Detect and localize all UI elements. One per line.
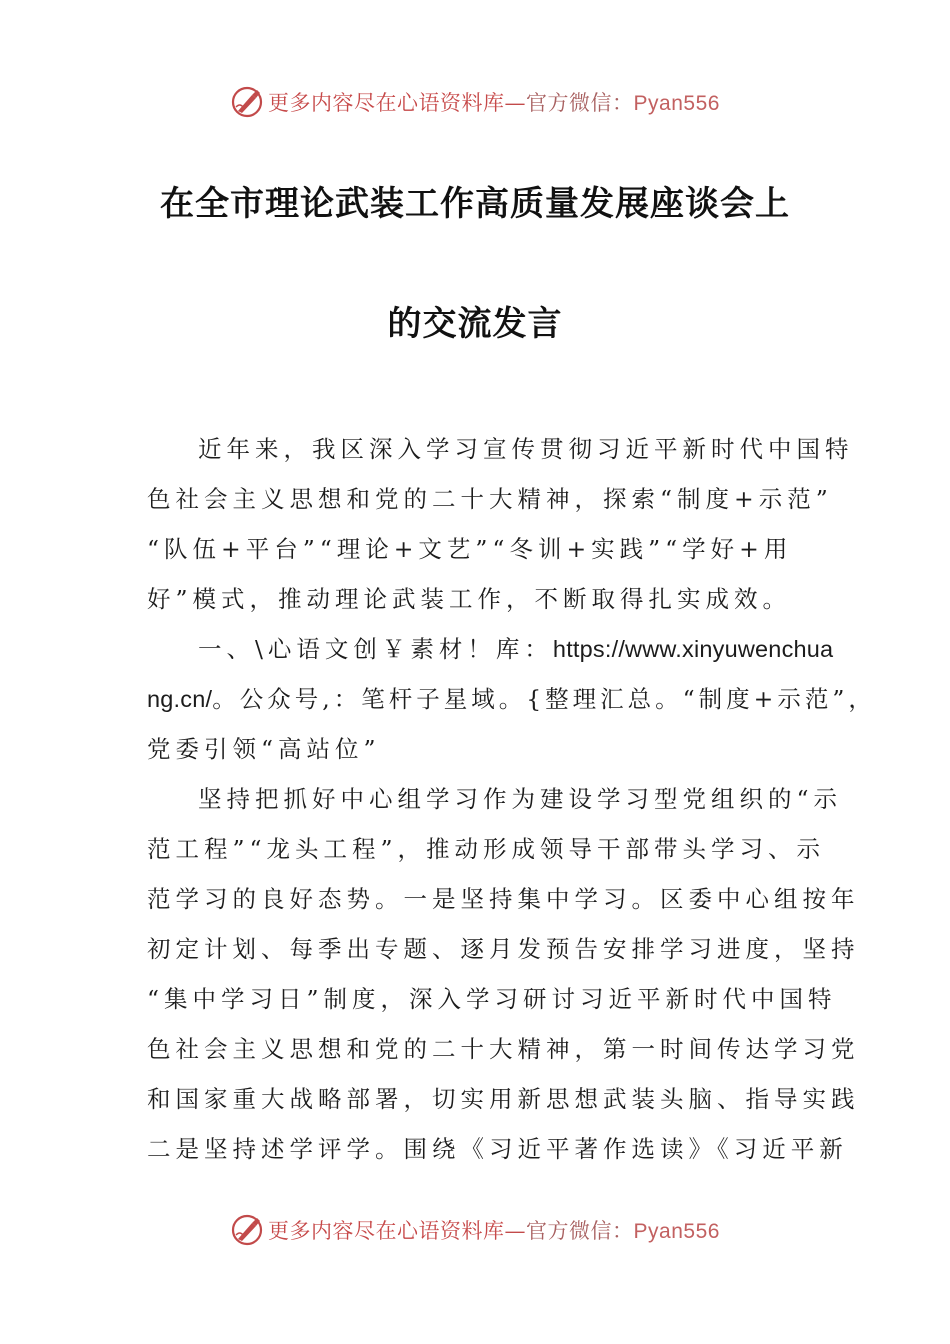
body-line-10: 范学习的良好态势。一是坚持集中学习。区委中心组按年 [147, 885, 860, 913]
body-line-4: 好”模式，推动理论武装工作，不断取得扎实成效。 [147, 585, 792, 613]
watermark-wechat-id: Pyan556 [633, 92, 720, 115]
watermark-tagline: 更多内容尽在心语资料库 [268, 91, 505, 115]
body-line-8: 坚持把抓好中心组学习作为建设学习型党组织的“示 [198, 785, 843, 813]
pen-logo-icon [230, 1213, 264, 1247]
body-line-9: 范工程”“龙头工程”，推动形成领导干部带头学习、示 [147, 835, 826, 863]
website-url-part-2: ng.cn/ [147, 686, 213, 712]
body-line-11: 初定计划、每季出专题、逐月发预告安排学习进度，坚持 [147, 935, 860, 963]
body-line-1: 近年来，我区深入学习宣传贯彻习近平新时代中国特 [198, 435, 854, 463]
body-line-5 [198, 633, 834, 665]
body-line-2: 色社会主义思想和党的二十大精神，探索“制度+示范” [147, 485, 833, 513]
watermark-banner-bottom [0, 1210, 950, 1250]
body-line-15: 二是坚持述学评学。围绕《习近平著作选读》《习近平新 [147, 1135, 848, 1163]
website-url-part-1: https://www.xinyuwenchua [552, 636, 834, 662]
watermark-wechat-id: Pyan556 [633, 1220, 720, 1243]
pen-logo-icon [230, 85, 264, 119]
body-line-6 [147, 683, 876, 715]
body-line-12: “集中学习日”制度，深入学习研讨习近平新时代中国特 [147, 985, 837, 1013]
watermark-tagline: 更多内容尽在心语资料库 [268, 1219, 505, 1243]
document-title-line-2: 的交流发言 [387, 304, 563, 344]
watermark-dash: — [504, 91, 527, 115]
watermark-text [268, 1215, 720, 1245]
watermark-official: 官方微信： [526, 1219, 634, 1243]
document-title-line-1: 在全市理论武装工作高质量发展座谈会上 [160, 184, 790, 224]
section-heading-rest: 。公众号,：笔杆子星域。{整理汇总。“制度+示范”， [212, 685, 876, 713]
body-line-13: 色社会主义思想和党的二十大精神，第一时间传达学习党 [147, 1035, 860, 1063]
watermark-official: 官方微信： [526, 91, 634, 115]
watermark-dash: — [504, 1219, 527, 1243]
section-heading-prefix: 一、\心语文创￥素材！库： [198, 635, 553, 663]
watermark-text [268, 87, 720, 117]
body-line-14: 和国家重大战略部署，切实用新思想武装头脑、指导实践 [147, 1085, 860, 1113]
body-line-7: 党委引领“高站位” [147, 735, 381, 763]
watermark-banner-top [0, 82, 950, 122]
body-line-3: “队伍+平台”“理论+文艺”“冬训+实践”“学好+用 [147, 535, 793, 563]
